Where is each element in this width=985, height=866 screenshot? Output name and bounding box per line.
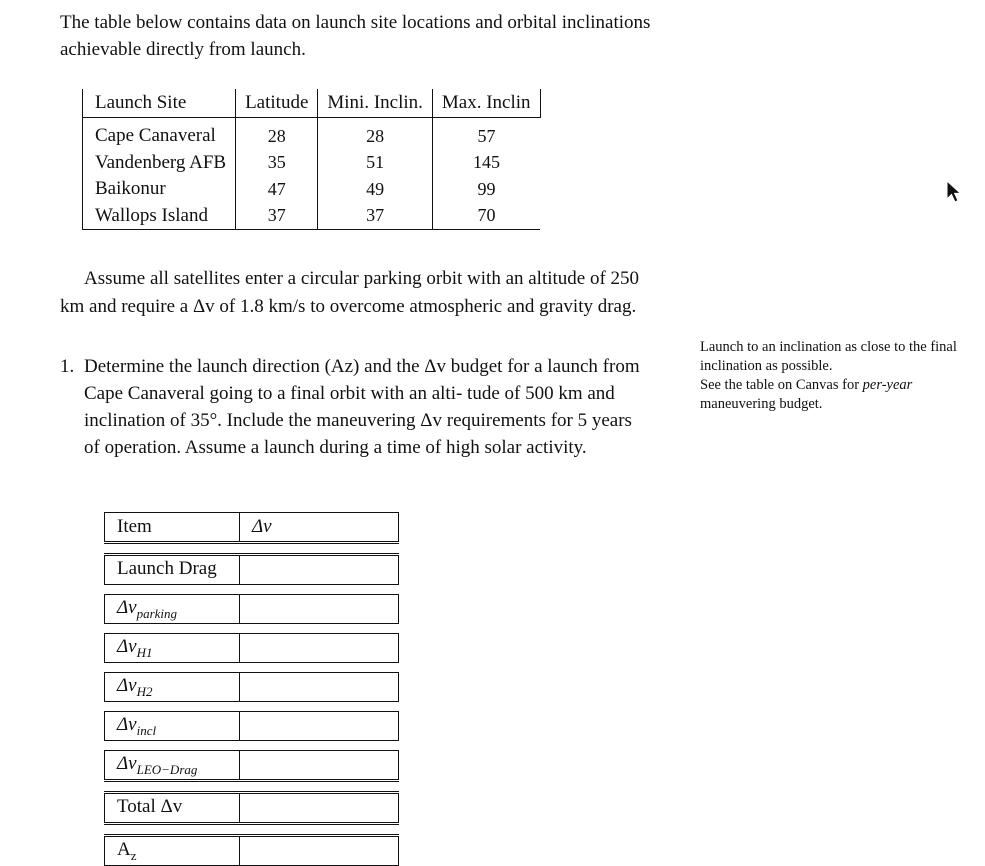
site-name: Wallops Island xyxy=(83,203,236,230)
table-row xyxy=(83,203,541,230)
site-name: Baikonur xyxy=(83,176,236,203)
dv-row xyxy=(105,634,399,663)
dv-item-label: $\Delta v_{parking}$ xyxy=(105,595,240,624)
site-max-inclination: 70 xyxy=(432,203,540,230)
dv-item-label: Total Δv xyxy=(105,793,240,824)
site-max-inclination: 57 xyxy=(432,118,540,150)
dv-item-label: Launch Drag xyxy=(105,555,240,585)
site-min-inclination: 51 xyxy=(318,150,433,177)
site-min-inclination: 49 xyxy=(318,176,433,203)
problem-1 xyxy=(60,353,650,461)
header-max-inclination: Max. Inclin xyxy=(432,89,540,118)
dv-value-cell[interactable] xyxy=(240,595,399,624)
dv-item-label: $A_z$ xyxy=(105,836,240,866)
site-latitude: 47 xyxy=(236,176,318,203)
dv-header-value: Δv xyxy=(240,513,399,543)
dv-row xyxy=(105,555,399,585)
dv-header-row xyxy=(105,513,399,543)
dv-value-cell[interactable] xyxy=(240,712,399,741)
margin-note-line-1: Launch to an inclination as close to the final inclination as possible. xyxy=(700,339,957,374)
launch-site-table xyxy=(82,89,541,230)
dv-row xyxy=(105,751,399,781)
mouse-cursor-icon xyxy=(944,180,964,204)
table-row xyxy=(83,150,541,177)
table-header-row xyxy=(83,89,541,118)
dv-item-label: $\Delta v_{H1}$ xyxy=(105,634,240,663)
dv-item-label: $\Delta v_{LEO-Drag}$ xyxy=(105,751,240,781)
dv-value-cell[interactable] xyxy=(240,793,399,824)
dv-row xyxy=(105,595,399,624)
site-min-inclination: 28 xyxy=(318,118,433,150)
assumption-paragraph: Assume all satellites enter a circular parking orbit with an altitude of 250 km and require a Δv of 1.8 km/s to overcome atmospheric and gravity drag. xyxy=(60,268,640,317)
problem-number: 1. xyxy=(60,356,75,377)
dv-row xyxy=(105,673,399,702)
site-max-inclination: 99 xyxy=(477,178,496,199)
delta-v-budget-table xyxy=(104,512,399,866)
dv-row xyxy=(105,836,399,866)
dv-header-item: Item xyxy=(105,513,240,543)
table-row xyxy=(83,176,541,203)
header-latitude: Latitude xyxy=(236,89,318,118)
site-name: Vandenberg AFB xyxy=(83,150,236,177)
site-latitude: 35 xyxy=(236,150,318,177)
dv-total-row xyxy=(105,793,399,824)
header-min-inclination: Mini. Inclin. xyxy=(318,89,433,118)
site-latitude: 28 xyxy=(236,118,318,150)
dv-value-cell[interactable] xyxy=(240,751,399,781)
margin-note xyxy=(700,338,980,414)
margin-note-line-2: See the table on Canvas for per-year maneuvering budget. xyxy=(700,377,913,412)
site-min-inclination: 37 xyxy=(318,203,433,230)
intro-paragraph: The table below contains data on launch site locations and orbital inclinations achievable directly from launch. xyxy=(60,12,651,60)
dv-item-label: $\Delta v_{H2}$ xyxy=(105,673,240,702)
dv-value-cell[interactable] xyxy=(240,634,399,663)
table-row xyxy=(83,118,541,150)
dv-value-cell[interactable] xyxy=(240,836,399,866)
dv-item-label: $\Delta v_{incl}$ xyxy=(105,712,240,741)
site-name: Cape Canaveral xyxy=(83,118,236,150)
problem-text: Determine the launch direction (Az) and the Δv budget for a launch from Cape Canaveral going to a final orbit with an alti- tude of 500 km and inclination of 35°. Include the maneuvering Δv requirements for 5 years of operation. Assume a launch during a time of high solar activity. xyxy=(84,356,640,458)
dv-row xyxy=(105,712,399,741)
site-max-inclination: 145 xyxy=(472,152,500,173)
header-launch-site: Launch Site xyxy=(83,89,236,118)
site-latitude: 37 xyxy=(236,203,318,230)
dv-value-cell[interactable] xyxy=(240,555,399,585)
dv-value-cell[interactable] xyxy=(240,673,399,702)
